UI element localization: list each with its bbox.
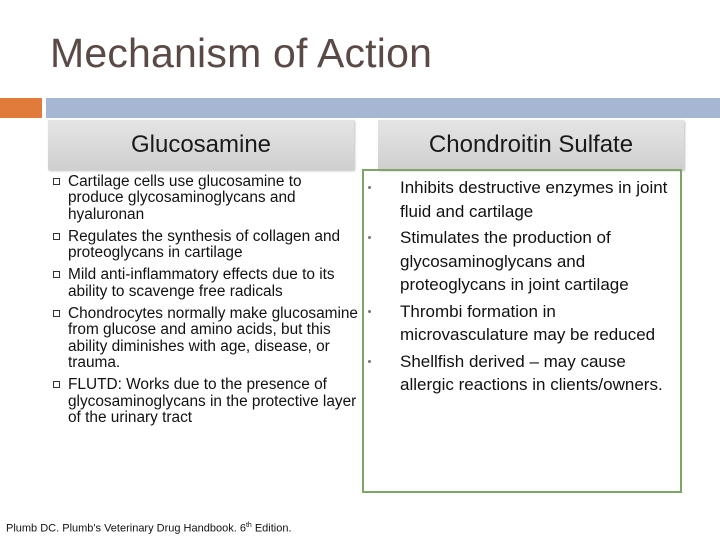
list-item-text: Stimulates the production of glycosaminoglycans and proteoglycans in joint cartilage <box>400 228 629 294</box>
list-item-text: Chondrocytes normally make glucosamine from glucose and amino acids, but this ability diminishes with age, disease, or trauma. <box>68 305 358 371</box>
glucosamine-header: Glucosamine <box>48 120 354 170</box>
accent-bar <box>0 98 42 118</box>
list-item-text: Shellfish derived – may cause allergic reactions in clients/owners. <box>400 351 663 394</box>
chondroitin-header: Chondroitin Sulfate <box>378 120 684 170</box>
list-item <box>48 377 358 426</box>
dot-bullet-icon <box>368 310 371 313</box>
chondroitin-list <box>362 176 682 400</box>
glucosamine-list <box>48 174 358 432</box>
square-bullet-icon <box>53 178 60 185</box>
list-item-text: Thrombi formation in microvasculature may be reduced <box>400 301 656 344</box>
list-item-text: Regulates the synthesis of collagen and proteoglycans in cartilage <box>68 227 341 262</box>
list-item <box>48 229 358 262</box>
dot-bullet-icon <box>368 236 371 239</box>
square-bullet-icon <box>53 310 60 317</box>
list-item-text: Mild anti-inflammatory effects due to its ability to scavenge free radicals <box>68 266 335 300</box>
list-item <box>362 300 682 347</box>
citation-edition: Edition. <box>251 522 292 535</box>
square-bullet-icon <box>53 271 60 278</box>
list-item <box>362 350 682 397</box>
citation <box>6 522 292 535</box>
list-item <box>48 306 358 371</box>
dot-bullet-icon <box>368 186 371 189</box>
citation-text: Plumb DC. Plumb's Veterinary Drug Handbook. 6 <box>6 522 246 535</box>
list-item <box>48 267 358 300</box>
citation-superscript: th <box>245 522 252 529</box>
square-bullet-icon <box>53 233 60 240</box>
list-item <box>362 176 682 223</box>
list-item-text: Inhibits destructive enzymes in joint fluid and cartilage <box>400 178 668 221</box>
slide-title: Mechanism of Action <box>50 30 433 76</box>
list-item <box>48 174 358 223</box>
list-item <box>362 226 682 297</box>
list-item-text: Cartilage cells use glucosamine to produce glycosaminoglycans and hyaluronan <box>68 173 302 223</box>
square-bullet-icon <box>53 381 60 388</box>
list-item-text: FLUTD: Works due to the presence of glycosaminoglycans in the protective layer of the urinary tract <box>68 376 357 426</box>
dot-bullet-icon <box>368 360 371 363</box>
title-rule-bar <box>46 98 720 118</box>
